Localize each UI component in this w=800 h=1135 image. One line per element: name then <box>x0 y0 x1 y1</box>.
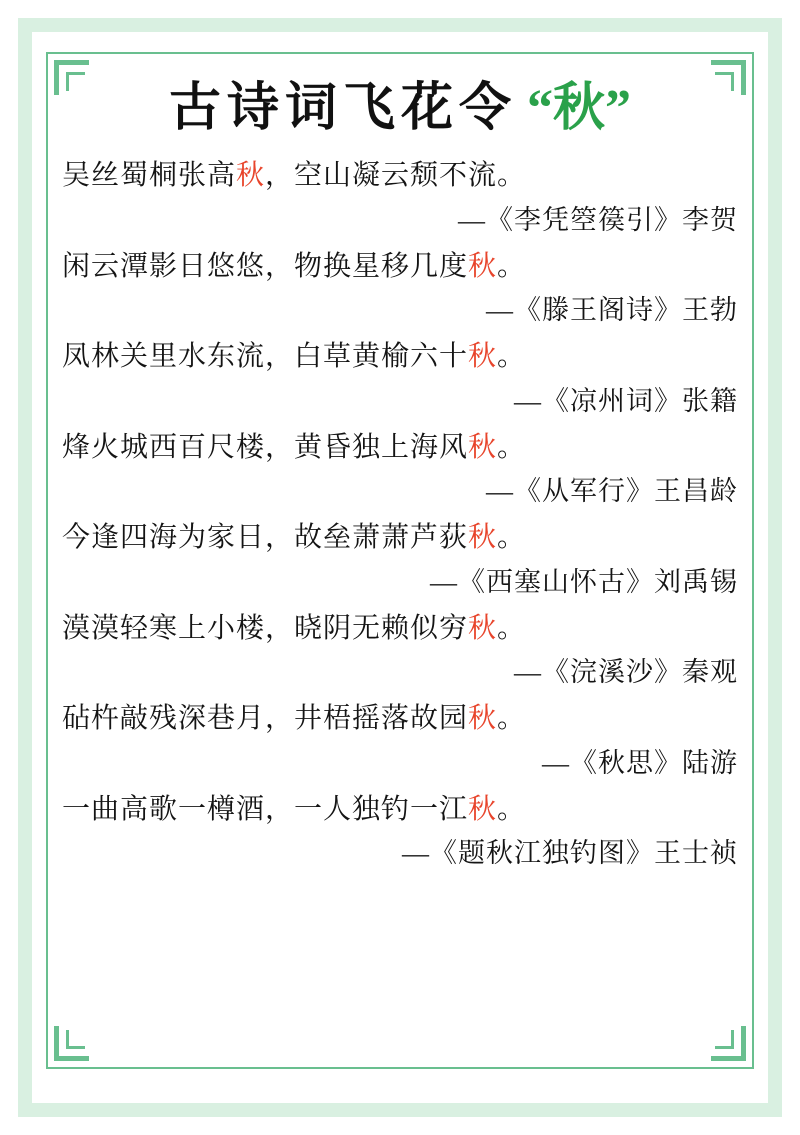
verse-text-before: 一曲高歌一樽酒，一人独钓一江 <box>62 794 469 826</box>
verse-text-after: 。 <box>497 431 527 463</box>
page-title <box>62 80 738 137</box>
verse-keyword: 秋 <box>468 341 498 373</box>
verse-text-after: 。 <box>497 794 527 826</box>
poem-verse <box>62 696 738 741</box>
verse-text-after: 。 <box>497 341 527 373</box>
poem-source: —《题秋江独钓图》王士祯 <box>402 838 738 869</box>
poem-entry <box>62 153 738 242</box>
verse-text-after: 。 <box>497 612 527 644</box>
poem-entry <box>62 787 738 876</box>
poem-source: —《秋思》陆游 <box>542 747 738 778</box>
poem-verse <box>62 606 738 651</box>
poem-entry <box>62 606 738 695</box>
poem-verse <box>62 334 738 379</box>
poem-source: —《凉州词》张籍 <box>514 385 738 416</box>
poem-source: —《滕王阁诗》王勃 <box>486 295 738 326</box>
verse-keyword: 秋 <box>468 431 498 463</box>
poster-content <box>56 70 744 1055</box>
verse-text-after: 。 <box>497 703 527 735</box>
poem-verse <box>62 787 738 832</box>
verse-text-after: 。 <box>497 250 527 282</box>
verse-keyword: 秋 <box>468 250 498 282</box>
verse-text-before: 凤林关里水东流，白草黄榆六十 <box>62 341 469 373</box>
poem-verse <box>62 153 738 198</box>
verse-text-before: 砧杵敲残深巷月，井梧摇落故园 <box>62 703 469 735</box>
verse-text-before: 闲云潭影日悠悠，物换星移几度 <box>62 250 469 282</box>
poem-verse <box>62 244 738 289</box>
verse-keyword: 秋 <box>468 612 498 644</box>
poem-entry <box>62 334 738 423</box>
poem-entry <box>62 696 738 785</box>
verse-text-before: 吴丝蜀桐张高 <box>62 160 237 192</box>
verse-text-before: 漠漠轻寒上小楼，晓阴无赖似穷 <box>62 612 469 644</box>
poem-source: —《李凭箜篌引》李贺 <box>458 204 738 235</box>
poem-verse <box>62 425 738 470</box>
page-title-main: 古诗词飞花令 <box>168 80 517 137</box>
verse-keyword: 秋 <box>468 794 498 826</box>
verse-text-after: ，空山凝云颓不流。 <box>265 160 527 192</box>
poem-source: —《西塞山怀古》刘禹锡 <box>430 566 738 597</box>
verse-keyword: 秋 <box>236 160 266 192</box>
poem-entry <box>62 244 738 333</box>
poem-source: —《浣溪沙》秦观 <box>514 657 738 688</box>
verse-keyword: 秋 <box>468 522 498 554</box>
verse-text-before: 今逢四海为家日，故垒萧萧芦荻 <box>62 522 469 554</box>
poem-verse <box>62 515 738 560</box>
poem-entry <box>62 515 738 604</box>
poem-source: —《从军行》王昌龄 <box>486 476 738 507</box>
verse-text-before: 烽火城西百尺楼，黄昏独上海风 <box>62 431 469 463</box>
page-title-keyword: “秋” <box>527 80 632 137</box>
poem-entry <box>62 425 738 514</box>
verse-keyword: 秋 <box>468 703 498 735</box>
verse-text-after: 。 <box>497 522 527 554</box>
